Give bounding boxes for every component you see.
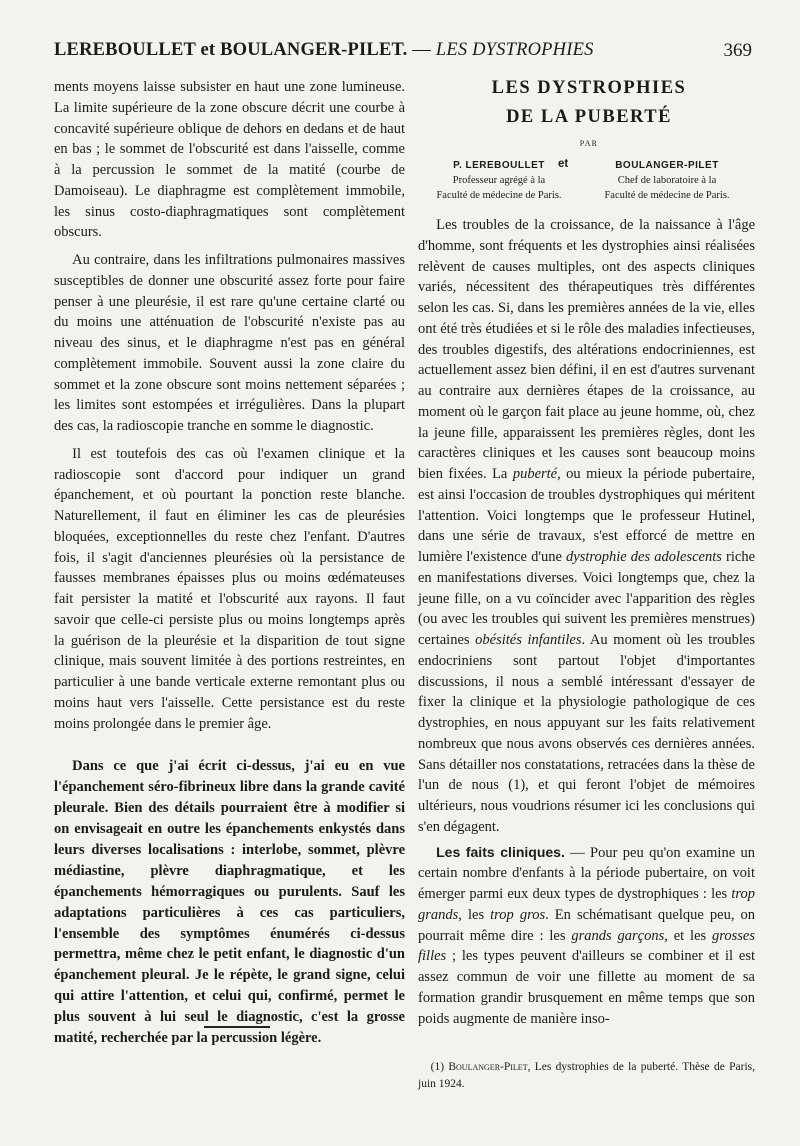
end-rule: [204, 1026, 270, 1028]
running-header: [54, 40, 752, 72]
running-head-dash: —: [407, 40, 436, 60]
emphasis: grosses filles: [418, 927, 755, 965]
text-run: , les: [458, 906, 491, 923]
left-paragraph-3: Il est toutefois des cas où l'examen clinique et la radioscopie sont d'accord pour indiquer un grand épanchement, et où pourtant la ponction reste blanche. Naturellement, il faut en éliminer les cas de pleurésies bloquées, exceptionnelles du reste chez l'enfant. D'autres fois, il s'agit d'anciennes pleurésies où la persistance de fausses membranes épaisses plus ou moins œdémateuses fait persister la matité et l'obscurité aux rayons. Il faut savoir que celle-ci persiste plus ou moins longtemps après la guérison de la pleurésie et la disparition de tout signe clinique, mais souvent limitée à des portions restreintes, en particulier à une bande verticale externe remontant plus ou moins haut vers l'aisselle. Cette persistance est du reste moins prolongée dans le premier âge.: [54, 445, 405, 732]
footnote-author: Boulanger-Pilet: [448, 1061, 528, 1073]
emphasis: obésités infantiles: [475, 632, 582, 648]
emphasis: trop grands: [418, 886, 755, 923]
emphasis: dystrophie des adolescents: [566, 549, 722, 565]
byline-and: et: [558, 158, 569, 170]
byline-par: PAR: [579, 139, 599, 148]
author-1-faculty: Faculté de médecine de Paris.: [436, 190, 562, 201]
text-run: , ou mieux la période pubertaire, est ainsi l'occasion de troubles dystrophiques qui méritent l'attention. Voici longtemps que le professeur Hutinel, dans une série de travaux, s'est efforcé de mettre en lumière l'existence d'une: [418, 466, 755, 565]
right-column: [418, 215, 755, 1029]
article-title-line-1: LES DYSTROPHIES: [491, 78, 687, 98]
page-number: 369: [723, 40, 752, 61]
text-run: . En schématisant quelque peu, on pourrait même dire : les: [418, 906, 755, 944]
author-1-role: Professeur agrégé à la: [452, 175, 546, 186]
left-paragraph-4: Dans ce que j'ai écrit ci-dessus, j'ai eu en vue l'épanchement séro-fibrineux libre dans la grande cavité pleurale. Bien des détails pourraient être à modifier si on envisageait en outre les épanchements enkystés dans leurs diverses localisations : interlobe, sommet, plèvre médiastine, plèvre diaphragmatique, et les épanchements hémorragiques ou purulents. Sauf les adaptations particulières à ces cas particuliers, l'ensemble des symptômes énumérés ci-dessus permettra, même chez le petit enfant, le diagnostic d'un épanchement pleural. Je le répète, le grand signe, celui qui attire l'attention, et celui qui, confirmé, permet le plus souvent à lui seul le diagnostic, c'est la grosse matité, recherchée par la percussion légère.: [54, 758, 405, 1047]
text-run: . Au moment où les troubles endocriniens sont partout l'objet d'importantes discussions, il nous a semblé intéressant d'essayer de fixer la clinique et la physiologie pathologique de ces dystrophies, en nous appuyant sur les faits relativement nombreux que nous avons observés ces dernières années. Sans détailler nos constatations, retracées dans la thèse de l'un de nous (1), et qui feront l'objet de mémoires ultérieurs, nous voudrions résumer ici les conclusions qui s'en dégagent.: [418, 632, 756, 835]
emphasis: trop gros: [490, 906, 546, 923]
right-paragraph-1: [418, 215, 755, 838]
right-paragraph-2: [418, 842, 755, 1030]
left-paragraph-1: ments moyens laisse subsister en haut une zone lumineuse. La limite supérieure de la zone obscure décrit une courbe à concavité supérieure oblique de dehors en dedans et de haut en bas ; le sommet de l'obscurité est dans l'aisselle, comme à la percussion le sommet de la matité (courbe de Damoiseau). Le diaphragme est complètement immobile, les sinus costo-diaphragmatiques sont complètement obscurs.: [54, 79, 405, 241]
footnote-text: , Les dystrophies de la puberté. Thèse de Paris, juin 1924.: [418, 1061, 755, 1090]
running-head: [54, 40, 594, 61]
text-run: ; les types peuvent d'ailleurs se combiner et il est assez commun de voir une fillette au moment de sa formation grandir brusquement en même temps que son poids augmente de manière inso-: [418, 948, 755, 1027]
text-run: — Pour peu qu'on examine un certain nombre d'enfants à la période pubertaire, on voit émerger parmi eux deux types de dystrophiques : les: [418, 844, 755, 902]
author-2-faculty: Faculté de médecine de Paris.: [604, 190, 730, 201]
author-1-name: P. LEREBOULLET: [453, 160, 545, 171]
section-heading: Les faits cliniques.: [436, 843, 565, 860]
emphasis: grands garçons: [571, 927, 665, 944]
author-2-name: BOULANGER-PILET: [615, 160, 719, 171]
emphasis: puberté: [512, 466, 558, 482]
article-title: [428, 74, 750, 132]
author-2: [578, 158, 756, 203]
left-paragraph-2: Au contraire, dans les infiltrations pulmonaires massives susceptibles de donner une obscurité assez forte pour faire penser à une pleurésie, il est rare qu'une certaine clarté ou du moins une atténuation de l'obscurité n'existe pas au niveau des sinus, et le diaphragme n'est pas en général complètement immobile. Souvent aussi la zone claire du sommet et la zone obscure sont moins nettement séparées ; les limites sont estompées et irrégulières. Dans la plupart des cas, la radioscopie tranche en somme le diagnostic.: [54, 252, 405, 434]
footnote-marker: (1): [430, 1061, 449, 1073]
article-title-line-2: DE LA PUBERTÉ: [506, 107, 672, 127]
left-column: [54, 77, 405, 1049]
text-run: , et les: [664, 927, 713, 944]
footnote: [418, 1059, 755, 1093]
running-head-authors: LEREBOULLET et BOULANGER-PILET.: [54, 40, 408, 60]
author-1: [420, 158, 578, 203]
author-2-role: Chef de laboratoire à la: [617, 175, 717, 186]
running-head-title: LES DYSTROPHIES: [435, 40, 594, 60]
text-run: Les troubles de la croissance, de la naissance à l'âge d'homme, sont fréquents et les dystrophies ainsi réalisées relèvent de causes multiples, ont des aspects cliniques variés, nécessitent des thérapeutiques très différentes selon les cas. Si, dans les premières années de la vie, elles ont été très étudiées et si le rôle des maladies infectieuses, des troubles digestifs, des altérations endocriniennes, est actuellement assez bien défini, il en est d'autres survenant au contraire aux dernières étapes de la croissance, au moment où le garçon fait place au jeune homme, où, chez la jeune fille, apparaissent les premières règles, dont les caractères cliniques et les causes sont beaucoup moins bien fixées. La: [418, 217, 755, 482]
text-run: riche en manifestations diverses. Voici longtemps que, chez la jeune fille, on a vu coïncider avec l'apparition des règles (ou avec les troubles qui suivent les premières menstrues) certaines: [418, 549, 755, 648]
